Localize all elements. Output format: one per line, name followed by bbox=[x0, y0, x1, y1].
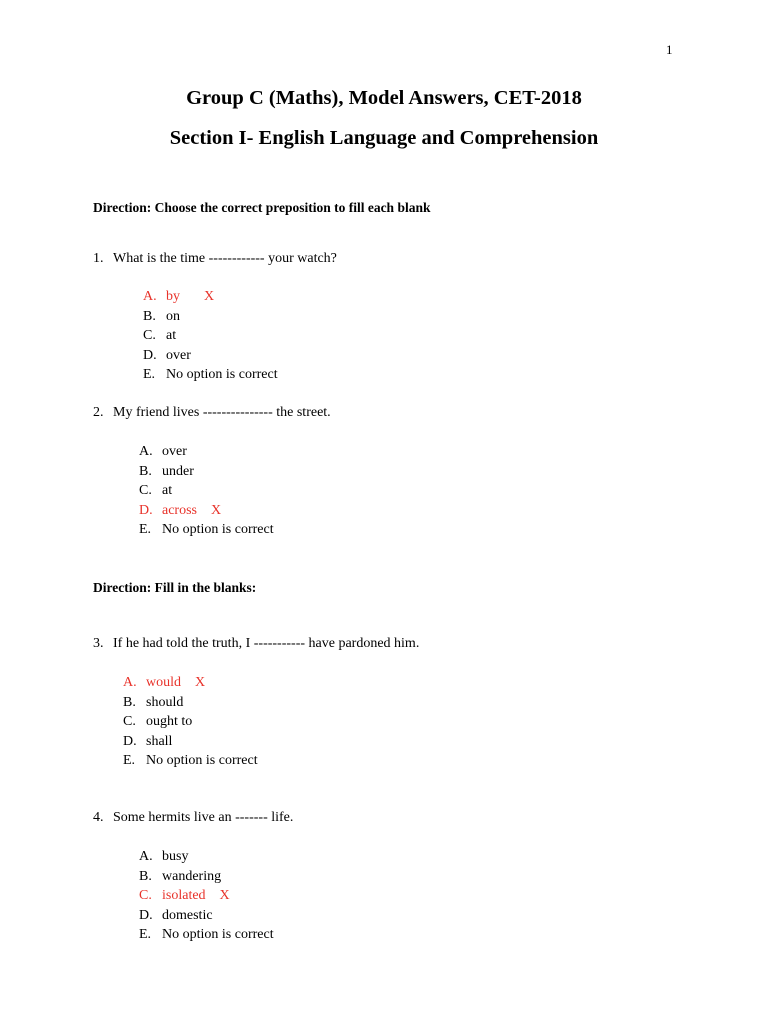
document-title: Group C (Maths), Model Answers, CET-2018 bbox=[186, 87, 582, 109]
option-text: at bbox=[166, 328, 177, 343]
option-text: would bbox=[146, 675, 181, 690]
question-1 bbox=[93, 251, 337, 267]
option-text: over bbox=[162, 444, 187, 459]
question-number: 2. bbox=[93, 405, 104, 420]
option-c bbox=[143, 326, 278, 346]
option-text: over bbox=[166, 347, 191, 363]
option-a bbox=[143, 287, 278, 307]
option-letter: C. bbox=[139, 483, 152, 498]
option-letter: B. bbox=[139, 463, 152, 479]
question-1-options bbox=[143, 287, 278, 385]
option-text: at bbox=[162, 483, 173, 498]
option-letter: E. bbox=[139, 927, 152, 942]
question-text: Some hermits live an ------- life. bbox=[113, 810, 294, 825]
option-c bbox=[139, 886, 274, 906]
correct-mark: X bbox=[211, 502, 222, 518]
question-number: 1. bbox=[93, 251, 104, 266]
option-d bbox=[123, 732, 258, 752]
option-letter: A. bbox=[139, 849, 153, 864]
option-letter: A. bbox=[139, 444, 153, 459]
option-text: by bbox=[166, 289, 180, 304]
correct-mark: X bbox=[219, 888, 230, 903]
option-text: ought to bbox=[146, 714, 193, 729]
option-letter: D. bbox=[139, 907, 153, 923]
question-number: 3. bbox=[93, 636, 104, 651]
option-a bbox=[123, 673, 258, 693]
option-text: isolated bbox=[162, 888, 206, 903]
option-b bbox=[139, 867, 274, 887]
option-text: shall bbox=[146, 733, 173, 749]
question-text: My friend lives --------------- the street. bbox=[113, 405, 331, 420]
option-text: on bbox=[166, 308, 180, 324]
option-text: should bbox=[146, 694, 184, 710]
option-letter: B. bbox=[123, 694, 136, 710]
option-text: under bbox=[162, 463, 194, 479]
option-b bbox=[123, 693, 258, 713]
direction-prepositions: Direction: Choose the correct preposition to fill each blank bbox=[93, 200, 431, 215]
option-text: busy bbox=[162, 849, 189, 864]
correct-mark: X bbox=[204, 289, 215, 304]
question-number: 4. bbox=[93, 810, 104, 825]
question-4-options bbox=[139, 847, 274, 945]
option-letter: C. bbox=[143, 328, 156, 343]
correct-mark: X bbox=[195, 675, 206, 690]
question-text: What is the time ------------ your watch? bbox=[113, 251, 337, 266]
option-c bbox=[139, 481, 274, 501]
option-letter: A. bbox=[143, 289, 157, 304]
option-e bbox=[139, 520, 274, 540]
option-letter: D. bbox=[139, 502, 153, 518]
option-d bbox=[139, 501, 274, 521]
option-b bbox=[139, 462, 274, 482]
option-letter: D. bbox=[143, 347, 157, 363]
option-e bbox=[123, 751, 258, 771]
option-e bbox=[139, 925, 274, 945]
option-letter: C. bbox=[139, 888, 152, 903]
option-letter: E. bbox=[123, 753, 136, 768]
option-text: No option is correct bbox=[162, 927, 274, 942]
option-e bbox=[143, 365, 278, 385]
option-text: domestic bbox=[162, 907, 213, 923]
option-d bbox=[139, 906, 274, 926]
option-text: wandering bbox=[162, 868, 222, 884]
option-letter: A. bbox=[123, 675, 137, 690]
option-letter: B. bbox=[139, 868, 152, 884]
option-letter: B. bbox=[143, 308, 156, 324]
question-3-options bbox=[123, 673, 258, 771]
section-heading: Section I- English Language and Comprehension bbox=[169, 127, 599, 149]
question-4 bbox=[93, 810, 293, 826]
option-text: No option is correct bbox=[166, 367, 278, 382]
option-d bbox=[143, 346, 278, 366]
page-number: 1 bbox=[666, 42, 673, 57]
option-text: No option is correct bbox=[146, 753, 258, 768]
option-c bbox=[123, 712, 258, 732]
question-3 bbox=[93, 636, 419, 652]
option-letter: C. bbox=[123, 714, 136, 729]
option-text: across bbox=[162, 502, 197, 518]
direction-fill-blanks: Direction: Fill in the blanks: bbox=[93, 580, 257, 595]
question-2 bbox=[93, 405, 331, 421]
option-letter: D. bbox=[123, 733, 137, 749]
question-text: If he had told the truth, I ----------- have pardoned him. bbox=[113, 636, 420, 651]
question-2-options bbox=[139, 442, 274, 540]
option-a bbox=[139, 847, 274, 867]
option-b bbox=[143, 307, 278, 327]
option-text: No option is correct bbox=[162, 522, 274, 537]
option-a bbox=[139, 442, 274, 462]
option-letter: E. bbox=[143, 367, 156, 382]
option-letter: E. bbox=[139, 522, 152, 537]
